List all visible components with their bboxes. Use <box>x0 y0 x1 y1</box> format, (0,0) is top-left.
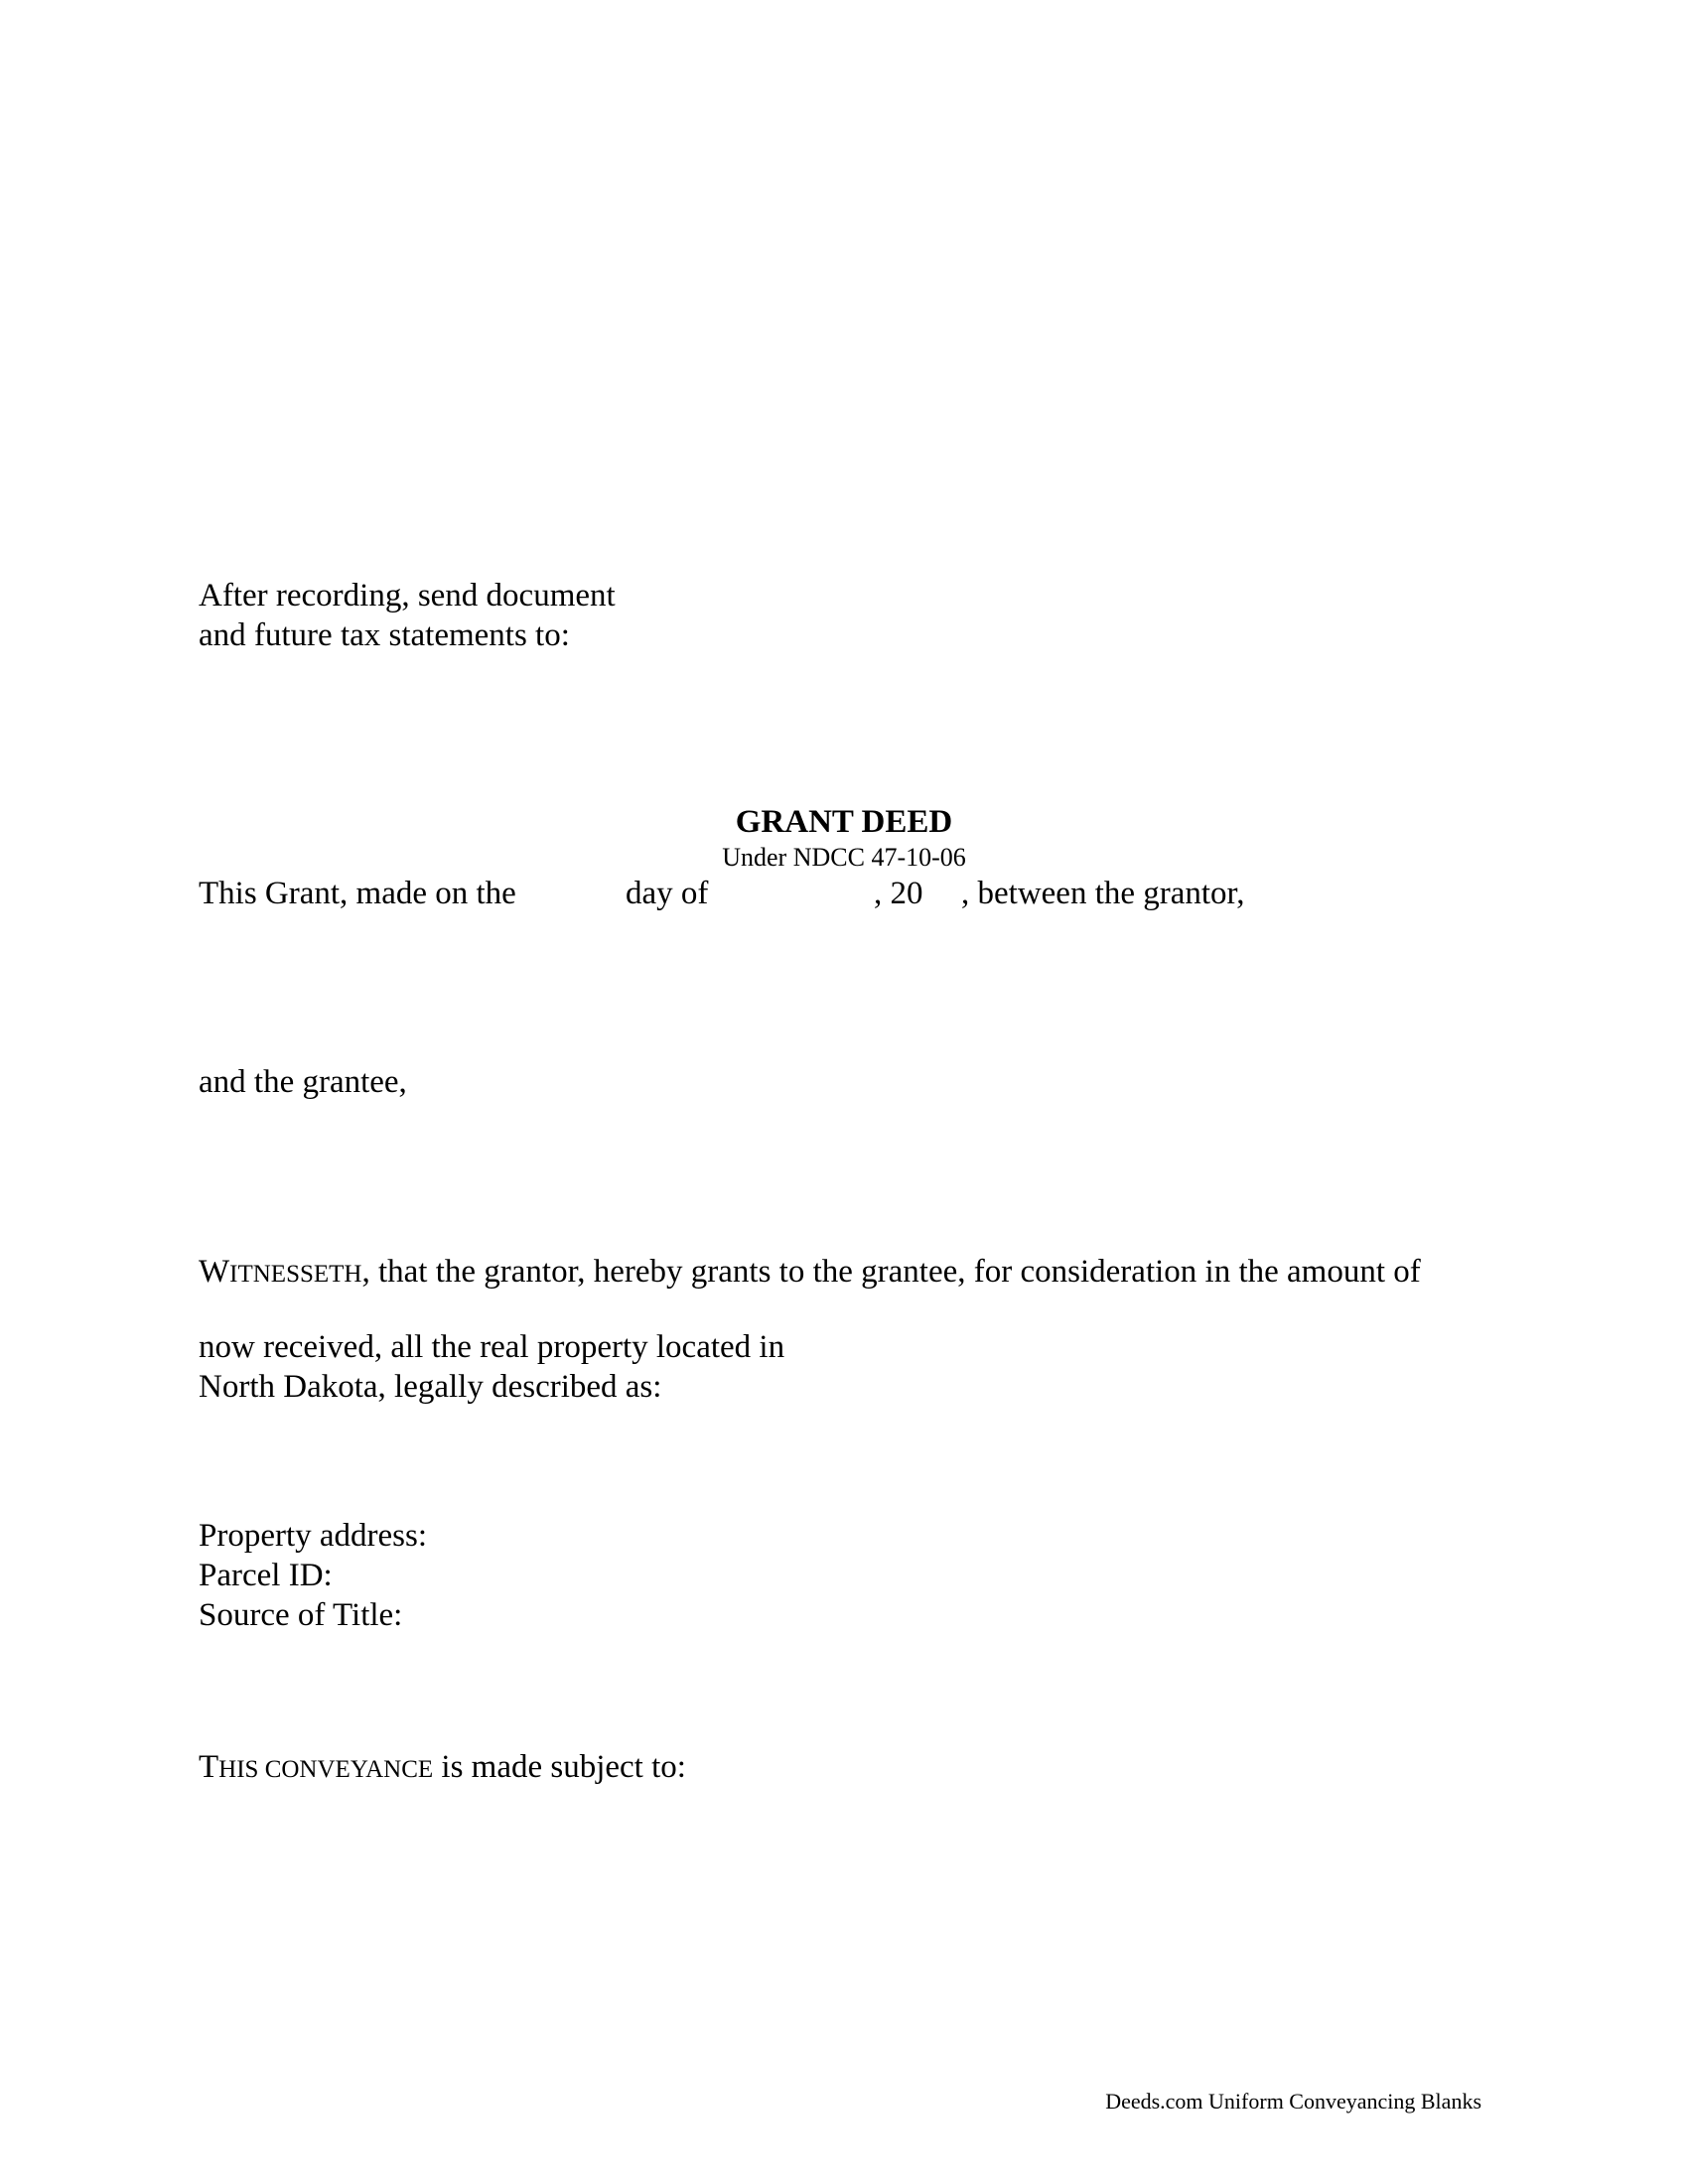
witnesseth-line <box>199 1252 1421 1295</box>
return-address-line-2: and future tax statements to: <box>199 617 570 653</box>
source-of-title-label: Source of Title: <box>199 1597 403 1633</box>
witnesseth-text: , that the grantor, hereby grants to the grantee, for consideration in the amount of <box>361 1254 1421 1290</box>
grant-line-part-3: , 20 <box>874 876 923 911</box>
conveyance-text: is made subject to: <box>433 1749 686 1785</box>
parcel-id-label: Parcel ID: <box>199 1558 333 1593</box>
conveyance-line <box>199 1747 686 1790</box>
property-line-2: North Dakota, legally described as: <box>199 1369 662 1405</box>
footer-text: Deeds.com Uniform Conveyancing Blanks <box>1105 2089 1481 2114</box>
grant-line-part-1: This Grant, made on the <box>199 876 516 911</box>
witnesseth-small-caps: ITNESSETH <box>229 1261 362 1288</box>
grant-line-part-2: day of <box>626 876 709 911</box>
document-title: GRANT DEED <box>735 804 953 840</box>
conveyance-small-caps: HIS CONVEYANCE <box>218 1756 434 1783</box>
witnesseth-initial: W <box>199 1254 230 1290</box>
property-line-1: now received, all the real property located in <box>199 1329 785 1365</box>
document-subtitle: Under NDCC 47-10-06 <box>722 843 966 872</box>
property-address-label: Property address: <box>199 1518 428 1554</box>
grantee-line: and the grantee, <box>199 1064 407 1100</box>
conveyance-initial: T <box>199 1749 219 1785</box>
return-address-line-1: After recording, send document <box>199 578 616 614</box>
grant-line-part-4: , between the grantor, <box>961 876 1245 911</box>
